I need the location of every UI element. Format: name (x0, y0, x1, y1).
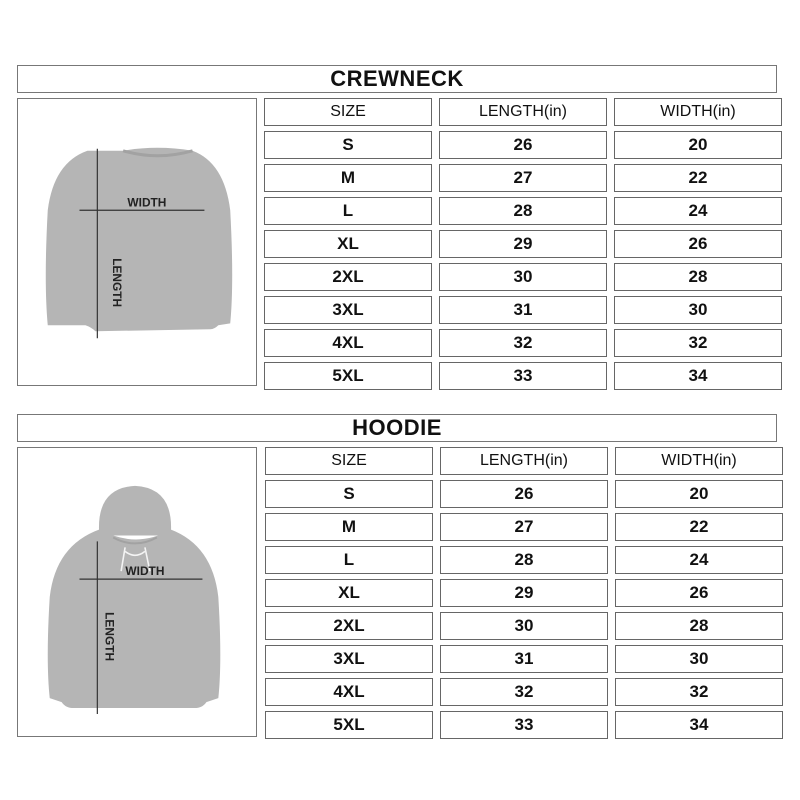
width-cell: 22 (615, 513, 783, 541)
crewneck-title: CREWNECK (17, 65, 777, 93)
table-header-row (265, 447, 783, 475)
table-row (264, 329, 782, 357)
length-cell: 29 (440, 579, 608, 607)
length-cell: 26 (439, 131, 607, 159)
length-cell: 28 (440, 546, 608, 574)
width-cell: 28 (614, 263, 782, 291)
size-cell: S (264, 131, 432, 159)
table-row (265, 612, 783, 640)
size-cell: 4XL (264, 329, 432, 357)
width-label: WIDTH (125, 564, 165, 579)
size-cell: 5XL (265, 711, 433, 739)
length-cell: 32 (439, 329, 607, 357)
width-cell: 28 (615, 612, 783, 640)
length-label: LENGTH (110, 258, 125, 308)
table-header-row (264, 98, 782, 126)
length-header: LENGTH(in) (439, 98, 607, 126)
table-row (264, 296, 782, 324)
length-cell: 33 (439, 362, 607, 390)
width-cell: 24 (615, 546, 783, 574)
length-cell: 28 (439, 197, 607, 225)
hoodie-title: HOODIE (17, 414, 777, 442)
hoodie-size-table (258, 442, 790, 744)
size-cell: L (265, 546, 433, 574)
size-header: SIZE (265, 447, 433, 475)
length-cell: 26 (440, 480, 608, 508)
hoodie-illustration (18, 448, 256, 736)
crewneck-image (17, 98, 257, 386)
table-row (265, 480, 783, 508)
table-row (264, 230, 782, 258)
width-cell: 20 (615, 480, 783, 508)
table-row (265, 678, 783, 706)
width-cell: 24 (614, 197, 782, 225)
length-cell: 31 (440, 645, 608, 673)
width-cell: 30 (615, 645, 783, 673)
width-label: WIDTH (127, 195, 167, 210)
width-cell: 20 (614, 131, 782, 159)
size-cell: 3XL (265, 645, 433, 673)
width-cell: 26 (614, 230, 782, 258)
table-row (264, 197, 782, 225)
size-cell: XL (264, 230, 432, 258)
crewneck-illustration (18, 99, 256, 385)
width-cell: 32 (615, 678, 783, 706)
width-cell: 30 (614, 296, 782, 324)
size-cell: 2XL (265, 612, 433, 640)
size-cell: L (264, 197, 432, 225)
size-cell: 3XL (264, 296, 432, 324)
width-cell: 32 (614, 329, 782, 357)
width-cell: 34 (615, 711, 783, 739)
length-cell: 27 (440, 513, 608, 541)
size-cell: M (265, 513, 433, 541)
length-header: LENGTH(in) (440, 447, 608, 475)
crewneck-size-table (257, 93, 789, 395)
length-cell: 30 (439, 263, 607, 291)
size-cell: 5XL (264, 362, 432, 390)
width-header: WIDTH(in) (615, 447, 783, 475)
length-cell: 27 (439, 164, 607, 192)
table-row (264, 131, 782, 159)
width-cell: 26 (615, 579, 783, 607)
size-cell: M (264, 164, 432, 192)
size-cell: 4XL (265, 678, 433, 706)
table-row (265, 513, 783, 541)
width-cell: 22 (614, 164, 782, 192)
table-row (265, 645, 783, 673)
length-label: LENGTH (102, 612, 117, 662)
table-row (264, 263, 782, 291)
hoodie-hood-shape (99, 486, 171, 536)
length-cell: 31 (439, 296, 607, 324)
size-cell: XL (265, 579, 433, 607)
width-header: WIDTH(in) (614, 98, 782, 126)
table-row (264, 164, 782, 192)
length-cell: 29 (439, 230, 607, 258)
table-row (265, 546, 783, 574)
hoodie-image (17, 447, 257, 737)
table-row (265, 711, 783, 739)
length-cell: 30 (440, 612, 608, 640)
size-cell: S (265, 480, 433, 508)
hoodie-body-shape (48, 530, 221, 709)
size-header: SIZE (264, 98, 432, 126)
size-cell: 2XL (264, 263, 432, 291)
table-row (264, 362, 782, 390)
table-row (265, 579, 783, 607)
length-cell: 32 (440, 678, 608, 706)
width-cell: 34 (614, 362, 782, 390)
crewneck-shape (46, 148, 232, 331)
length-cell: 33 (440, 711, 608, 739)
